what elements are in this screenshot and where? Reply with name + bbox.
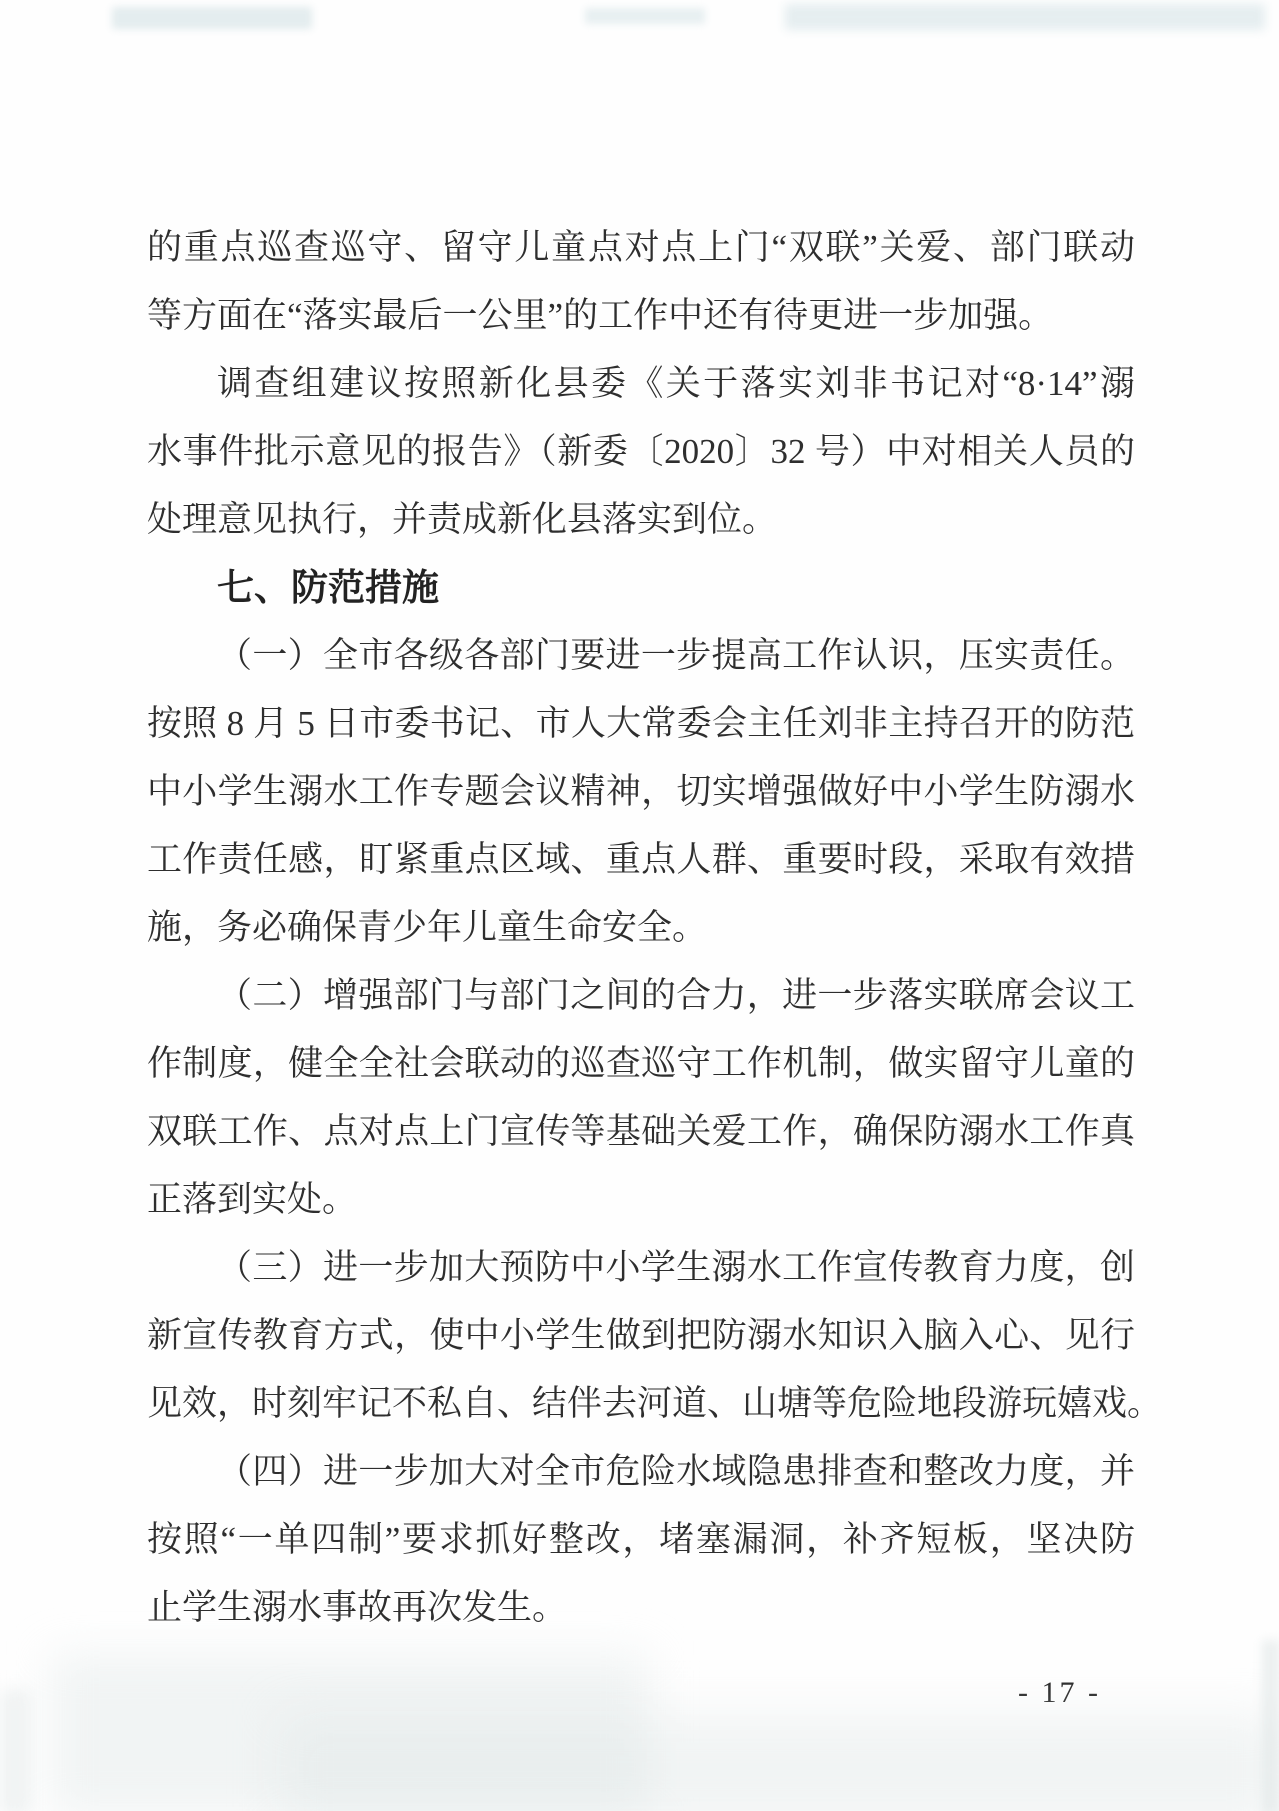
scan-smudge-top: [585, 8, 705, 24]
text-line: 双联工作、点对点上门宣传等基础关爱工作，确保防溺水工作真: [147, 1112, 1135, 1151]
text-line: 调查组建议按照新化县委《关于落实刘非书记对“8·14”溺: [217, 364, 1135, 403]
text-line: （四）进一步加大对全市危险水域隐患排查和整改力度，并: [217, 1452, 1135, 1491]
text-line: 见效，时刻牢记不私自、结伴去河道、山塘等危险地段游玩嬉戏。: [147, 1384, 1163, 1423]
text-line: （一）全市各级各部门要进一步提高工作认识，压实责任。: [217, 636, 1135, 675]
document-body: [147, 214, 1163, 1642]
scan-smudge-bottom: [1262, 1640, 1279, 1811]
page-number: - 17 -: [1018, 1676, 1101, 1709]
text-line: （三）进一步加大预防中小学生溺水工作宣传教育力度，创: [217, 1248, 1135, 1287]
scan-smudge-bottom: [0, 1690, 30, 1811]
text-line: 按照 8 月 5 日市委书记、市人大常委会主任刘非主持召开的防范: [147, 704, 1135, 743]
text-line: 处理意见执行，并责成新化县落实到位。: [147, 500, 778, 539]
scan-smudge-bottom: [50, 1655, 650, 1811]
text-line: 中小学生溺水工作专题会议精神，切实增强做好中小学生防溺水: [147, 772, 1135, 811]
section-heading: 七、防范措施: [217, 567, 439, 608]
text-line: 正落到实处。: [147, 1180, 358, 1219]
text-line: 止学生溺水事故再次发生。: [147, 1588, 568, 1627]
text-line: 工作责任感，盯紧重点区域、重点人群、重要时段，采取有效措: [147, 840, 1135, 879]
text-line: 施，务必确保青少年儿童生命安全。: [147, 908, 708, 947]
text-line: 水事件批示意见的报告》（新委〔2020〕32 号）中对相关人员的: [147, 432, 1135, 471]
text-line: （二）增强部门与部门之间的合力，进一步落实联席会议工: [217, 976, 1135, 1015]
scan-smudge-bottom: [280, 1715, 1279, 1811]
scan-smudge-top: [785, 4, 1265, 30]
text-line: 作制度，健全全社会联动的巡查巡守工作机制，做实留守儿童的: [147, 1044, 1135, 1083]
text-line: 的重点巡查巡守、留守儿童点对点上门“双联”关爱、部门联动: [147, 228, 1135, 267]
text-line: 等方面在“落实最后一公里”的工作中还有待更进一步加强。: [147, 296, 1054, 335]
scan-smudge-top: [112, 7, 312, 29]
text-line: 新宣传教育方式，使中小学生做到把防溺水知识入脑入心、见行: [147, 1316, 1135, 1355]
text-line: 按照“一单四制”要求抓好整改，堵塞漏洞，补齐短板，坚决防: [147, 1520, 1135, 1559]
